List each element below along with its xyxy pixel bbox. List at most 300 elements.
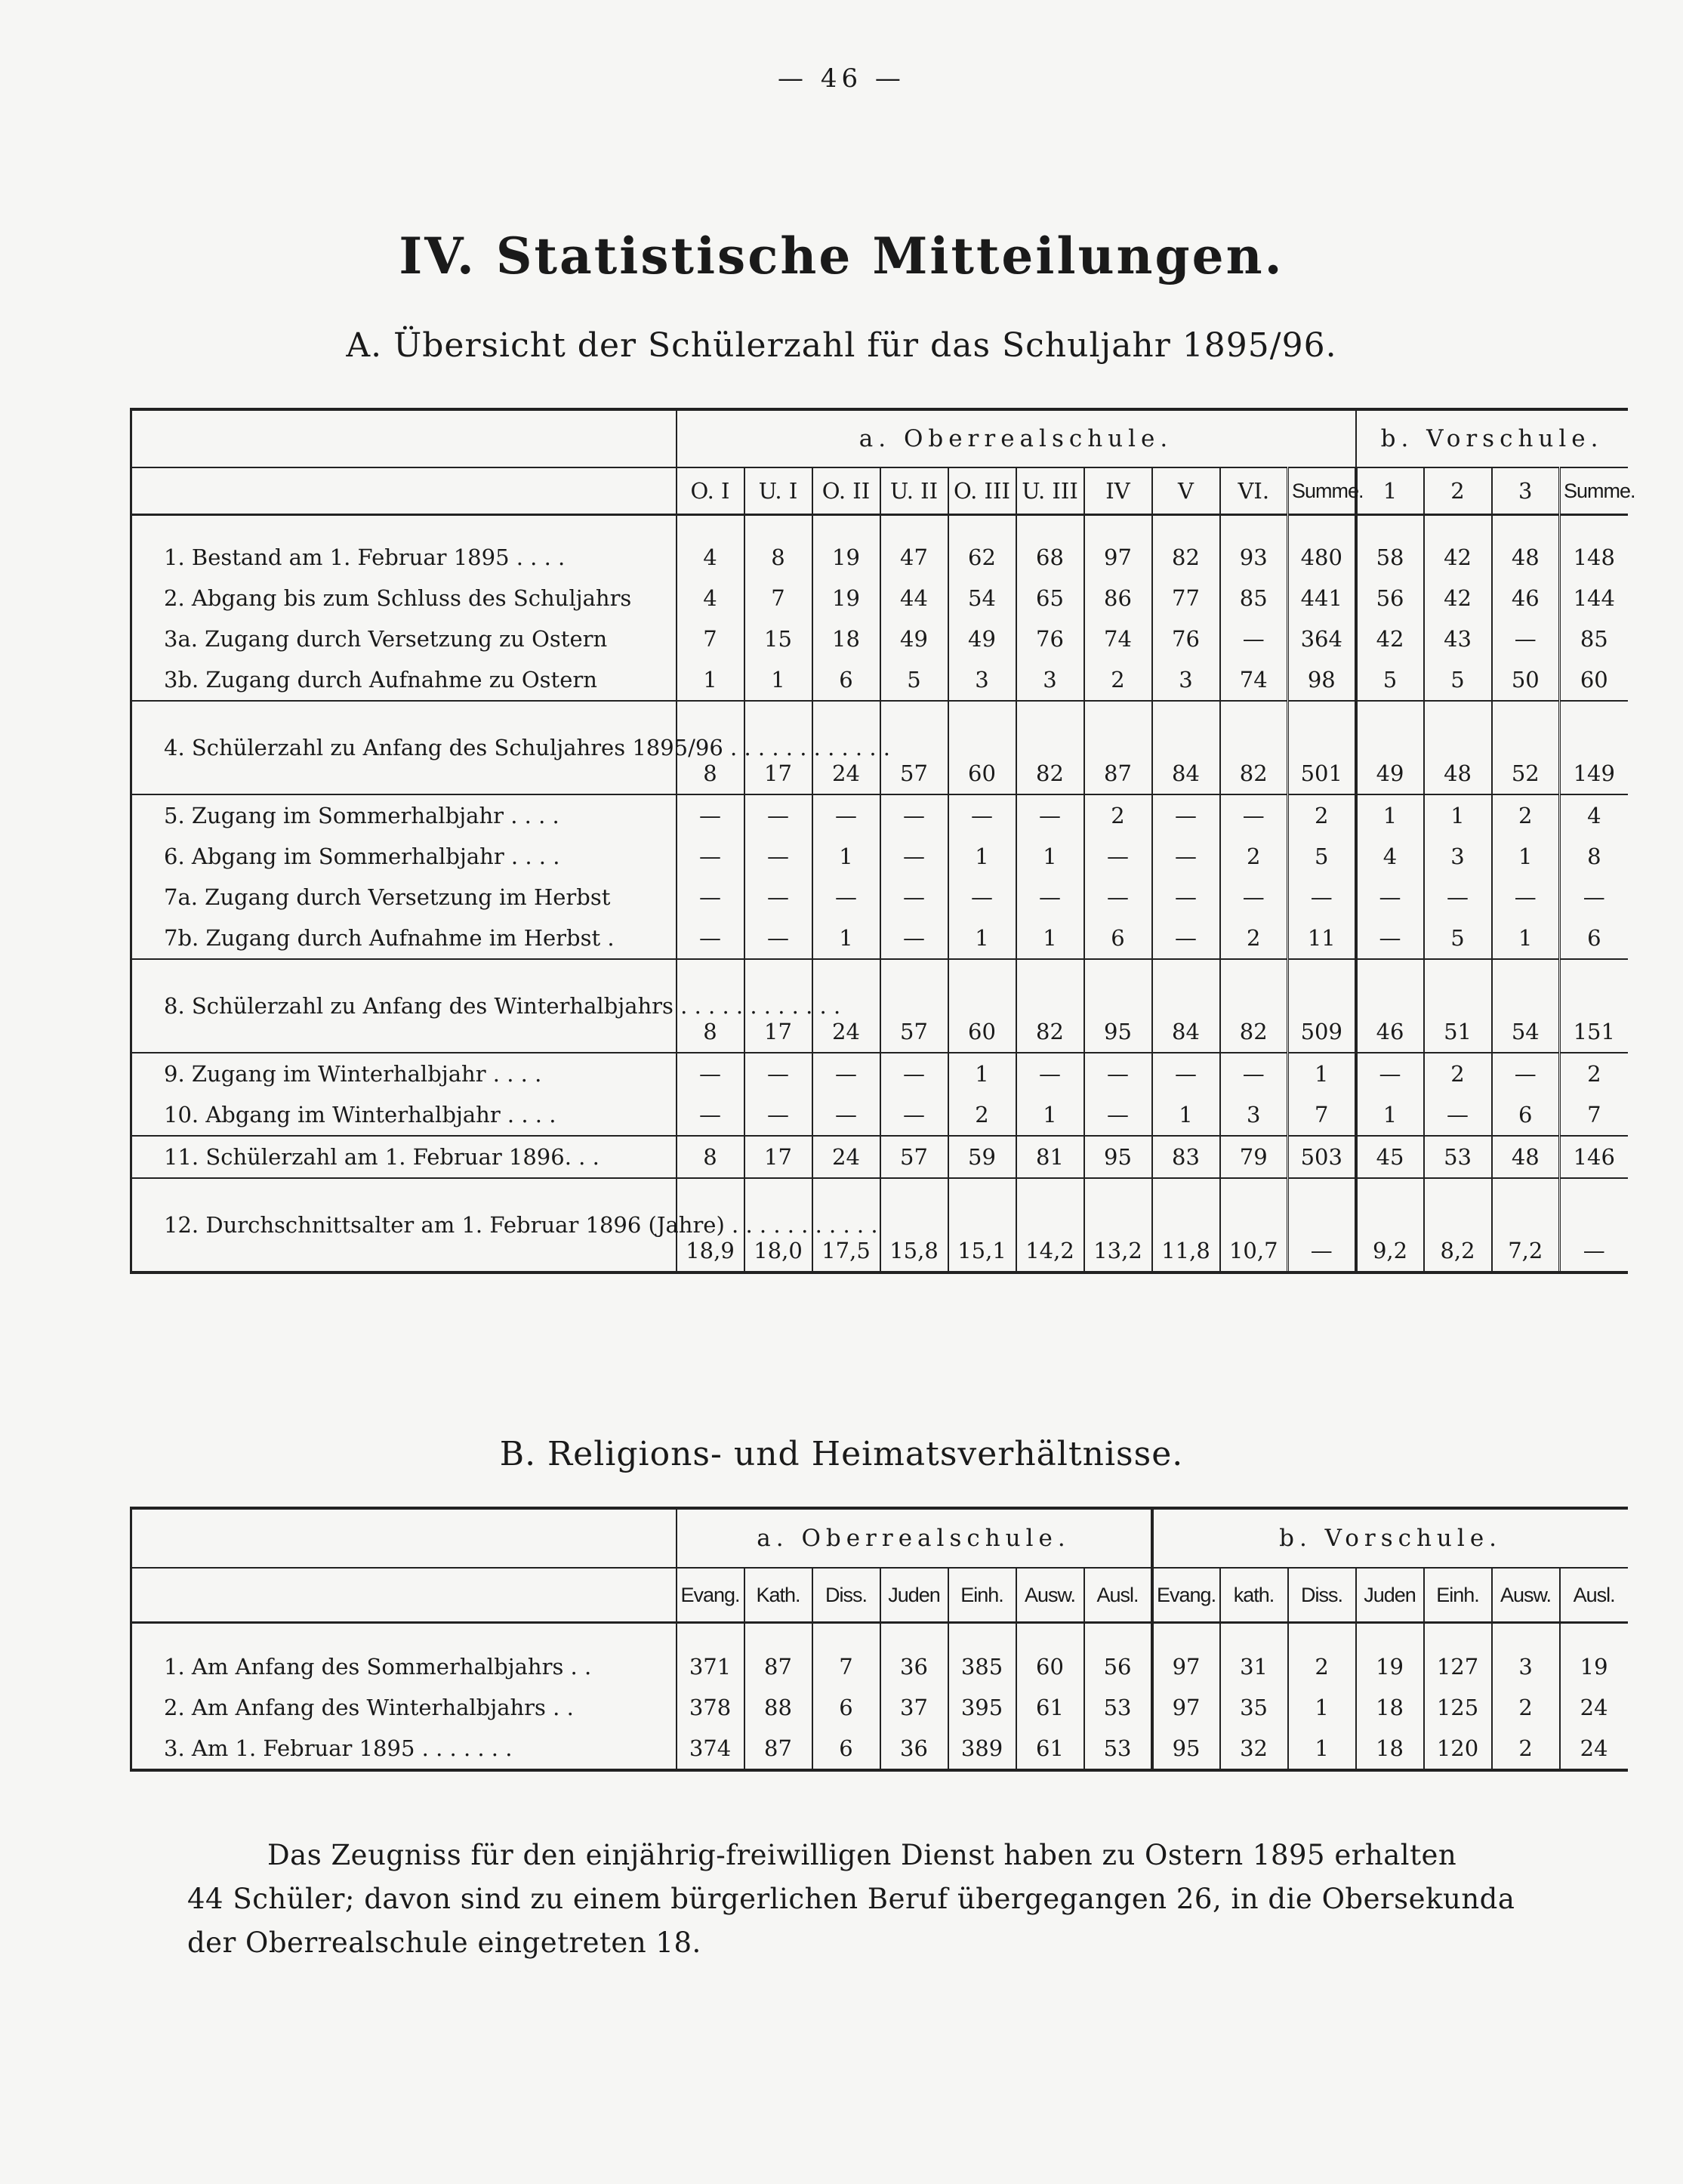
row-label: 8. Schülerzahl zu Anfang des Winterhalbjahrs . . . . . . . . . . . . — [131, 959, 677, 1053]
column-header: Ausw. — [1016, 1568, 1084, 1623]
spacer-cell — [1016, 515, 1084, 538]
table-cell: 36 — [880, 1728, 948, 1770]
table-cell: 1 — [1016, 836, 1084, 877]
table-cell: 3 — [948, 659, 1016, 701]
spacer-cell — [1152, 515, 1220, 538]
table-cell: 47 — [880, 537, 948, 578]
spacer-cell — [1356, 515, 1424, 538]
table-cell: 97 — [1152, 1687, 1220, 1728]
table-cell: 46 — [1356, 959, 1424, 1053]
table-cell: — — [1492, 1053, 1560, 1094]
spacer-cell — [1016, 1623, 1084, 1647]
table-cell: 6 — [1560, 918, 1628, 959]
spacer-cell — [1356, 1623, 1424, 1647]
column-header: 3 — [1492, 467, 1560, 515]
table-cell: — — [1152, 1053, 1220, 1094]
table-cell: 87 — [744, 1728, 812, 1770]
table-cell: — — [677, 1053, 744, 1094]
table-cell: 76 — [1152, 618, 1220, 659]
table-cell: 1 — [744, 659, 812, 701]
table-cell: 9,2 — [1356, 1178, 1424, 1272]
table-cell: 60 — [1560, 659, 1628, 701]
table-cell: — — [744, 918, 812, 959]
table-row — [131, 618, 1628, 659]
table-cell: 48 — [1492, 537, 1560, 578]
column-header: Summe. — [1288, 467, 1356, 515]
table-cell: 4 — [677, 537, 744, 578]
column-header: U. II — [880, 467, 948, 515]
row-label: 1. Am Anfang des Sommerhalbjahrs . . — [164, 1654, 592, 1680]
table-cell: 15,1 — [948, 1178, 1016, 1272]
table-cell: 1 — [812, 836, 880, 877]
table-cell: — — [812, 877, 880, 918]
table-row — [131, 959, 1628, 1053]
table-cell: 37 — [880, 1687, 948, 1728]
column-header: Ausl. — [1084, 1568, 1152, 1623]
table-cell: 24 — [812, 959, 880, 1053]
table-cell: 2 — [1220, 836, 1288, 877]
table-cell: 60 — [948, 959, 1016, 1053]
spacer-cell — [1152, 1623, 1220, 1647]
table-cell: 68 — [1016, 537, 1084, 578]
table-cell: 2 — [1288, 794, 1356, 836]
column-header: Einh. — [1424, 1568, 1492, 1623]
table-cell: 54 — [948, 578, 1016, 618]
table-cell: 2 — [1424, 1053, 1492, 1094]
spacer-cell — [812, 1623, 880, 1647]
row-label: 5. Zugang im Sommerhalbjahr . . . . — [131, 794, 677, 836]
table-row — [131, 836, 1628, 877]
table-cell: — — [1356, 918, 1424, 959]
group-oberrealschule: a. Oberrealschule. — [677, 409, 1356, 467]
table-cell: 57 — [880, 959, 948, 1053]
row-label: 9. Zugang im Winterhalbjahr . . . . — [131, 1053, 677, 1094]
table-cell: 82 — [1016, 959, 1084, 1053]
table-cell: 19 — [1356, 1646, 1424, 1687]
table-cell: 2 — [1288, 1646, 1356, 1687]
table-cell: 501 — [1288, 701, 1356, 794]
table-row — [131, 1646, 1628, 1687]
table-cell: 371 — [677, 1646, 744, 1687]
table-cell: 60 — [1016, 1646, 1084, 1687]
table-cell: 148 — [1560, 537, 1628, 578]
table-cell: — — [1016, 877, 1084, 918]
table-cell: 8 — [677, 959, 744, 1053]
table-cell: 11 — [1288, 918, 1356, 959]
table-cell: 83 — [1152, 1136, 1220, 1178]
table-cell: — — [744, 877, 812, 918]
table-row — [131, 918, 1628, 959]
table-cell: 2 — [1560, 1053, 1628, 1094]
table-cell: 87 — [1084, 701, 1152, 794]
spacer-cell — [1288, 515, 1356, 538]
table-row — [131, 1053, 1628, 1094]
table-cell: 15 — [744, 618, 812, 659]
column-header: Kath. — [744, 1568, 812, 1623]
table-cell: — — [812, 1094, 880, 1136]
table-cell: — — [1560, 877, 1628, 918]
section-b-heading: B. Religions- und Heimatsverhältnisse. — [499, 1435, 1184, 1473]
table-cell: 7 — [812, 1646, 880, 1687]
column-header: Juden — [1356, 1568, 1424, 1623]
table-row — [131, 537, 1628, 578]
table-cell: 395 — [948, 1687, 1016, 1728]
table-cell: 84 — [1152, 701, 1220, 794]
table-cell: 8 — [677, 701, 744, 794]
table-cell: — — [880, 794, 948, 836]
table-cell: 17 — [744, 1136, 812, 1178]
table-cell: 385 — [948, 1646, 1016, 1687]
table-cell: 14,2 — [1016, 1178, 1084, 1272]
table-cell: — — [1356, 1053, 1424, 1094]
table-cell: 50 — [1492, 659, 1560, 701]
table-cell: 95 — [1084, 1136, 1152, 1178]
table-cell: 1 — [1016, 1094, 1084, 1136]
table-row — [131, 1728, 1628, 1770]
religion-table — [130, 1507, 1628, 1772]
table-cell: 56 — [1356, 578, 1424, 618]
spacer-cell — [1424, 1623, 1492, 1647]
table-cell: 97 — [1152, 1646, 1220, 1687]
column-header: Ausw. — [1492, 1568, 1560, 1623]
table-cell: 151 — [1560, 959, 1628, 1053]
table-cell: 95 — [1152, 1728, 1220, 1770]
column-header: Summe. — [1560, 467, 1628, 515]
table-cell: — — [744, 794, 812, 836]
table-cell: 2 — [1492, 1687, 1560, 1728]
table-cell: 60 — [948, 701, 1016, 794]
page-title: IV. Statistische Mitteilungen. — [399, 227, 1284, 285]
table-cell: 61 — [1016, 1687, 1084, 1728]
table-cell: 120 — [1424, 1728, 1492, 1770]
spacer-cell — [812, 515, 880, 538]
table-cell: 364 — [1288, 618, 1356, 659]
table-cell: 49 — [880, 618, 948, 659]
table-cell: 4 — [1560, 794, 1628, 836]
table-cell: — — [812, 794, 880, 836]
table-cell: 2 — [948, 1094, 1016, 1136]
header-spacer — [131, 1508, 677, 1568]
table-cell: 31 — [1220, 1646, 1288, 1687]
column-header: O. III — [948, 467, 1016, 515]
table-cell: 18,0 — [744, 1178, 812, 1272]
table-cell: 82 — [1220, 959, 1288, 1053]
table-cell: 1 — [1152, 1094, 1220, 1136]
table-cell: 10,7 — [1220, 1178, 1288, 1272]
row-label: 3a. Zugang durch Versetzung zu Ostern — [164, 626, 608, 652]
student-count-table — [130, 408, 1635, 1274]
table-cell: 97 — [1084, 537, 1152, 578]
table-cell: 3 — [1424, 836, 1492, 877]
table-cell: 19 — [812, 537, 880, 578]
table-cell: 5 — [1356, 659, 1424, 701]
table-cell: 1 — [1288, 1053, 1356, 1094]
header-spacer — [131, 409, 677, 467]
group-vorschule: b. Vorschule. — [1152, 1508, 1628, 1568]
table-cell: — — [880, 918, 948, 959]
table-cell: 24 — [812, 701, 880, 794]
table-cell: 1 — [948, 836, 1016, 877]
table-cell: — — [880, 836, 948, 877]
table-row — [131, 794, 1628, 836]
table-cell: 5 — [1424, 659, 1492, 701]
table-cell: 46 — [1492, 578, 1560, 618]
table-cell: 18 — [1356, 1728, 1424, 1770]
table-cell: — — [812, 1053, 880, 1094]
table-cell: 36 — [880, 1646, 948, 1687]
row-label: 3b. Zugang durch Aufnahme zu Ostern — [164, 667, 597, 693]
table-cell: 1 — [948, 918, 1016, 959]
table-cell: — — [1288, 1178, 1356, 1272]
table-cell: 17 — [744, 959, 812, 1053]
row-label: 3. Am 1. Februar 1895 . . . . . . . — [164, 1735, 513, 1761]
column-header: O. II — [812, 467, 880, 515]
table-cell: 62 — [948, 537, 1016, 578]
table-cell: 1 — [1288, 1728, 1356, 1770]
table-cell: 5 — [1424, 918, 1492, 959]
table-cell: 374 — [677, 1728, 744, 1770]
table-cell: 24 — [812, 1136, 880, 1178]
table-cell: — — [744, 1094, 812, 1136]
spacer-cell — [1220, 1623, 1288, 1647]
table-cell: — — [1492, 877, 1560, 918]
table-cell: 98 — [1288, 659, 1356, 701]
table-cell: 1 — [1492, 918, 1560, 959]
table-cell: 54 — [1492, 959, 1560, 1053]
row-label: 4. Schülerzahl zu Anfang des Schuljahres 1895/96 . . . . . . . . . . . . — [131, 701, 677, 794]
table-cell: 6 — [812, 1728, 880, 1770]
column-header: kath. — [1220, 1568, 1288, 1623]
table-cell: 18 — [812, 618, 880, 659]
table-cell: 146 — [1560, 1136, 1628, 1178]
column-header: U. I — [744, 467, 812, 515]
column-header: 2 — [1424, 467, 1492, 515]
table-cell: 7 — [677, 618, 744, 659]
table-cell: 49 — [1356, 701, 1424, 794]
table-cell: 53 — [1424, 1136, 1492, 1178]
table-cell: 3 — [1016, 659, 1084, 701]
table-cell: 93 — [1220, 537, 1288, 578]
table-cell: — — [948, 877, 1016, 918]
table-cell: — — [1220, 618, 1288, 659]
table-cell: 7 — [1560, 1094, 1628, 1136]
table-cell: — — [677, 918, 744, 959]
column-header: IV — [1084, 467, 1152, 515]
spacer-cell — [677, 515, 744, 538]
table-cell: 2 — [1084, 794, 1152, 836]
spacer-cell — [744, 1623, 812, 1647]
table-cell: — — [1152, 836, 1220, 877]
table-cell: 49 — [948, 618, 1016, 659]
table-cell: 53 — [1084, 1728, 1152, 1770]
table-cell: 389 — [948, 1728, 1016, 1770]
spacer-cell — [1492, 515, 1560, 538]
column-header: Ausl. — [1560, 1568, 1628, 1623]
spacer-cell — [1220, 515, 1288, 538]
table-cell: 1 — [812, 918, 880, 959]
table-cell: — — [1016, 794, 1084, 836]
spacer-cell — [880, 515, 948, 538]
table-cell: 18 — [1356, 1687, 1424, 1728]
table-cell: 95 — [1084, 959, 1152, 1053]
table-cell: 17 — [744, 701, 812, 794]
table-cell: 1 — [1016, 918, 1084, 959]
table-cell: 15,8 — [880, 1178, 948, 1272]
table-row — [131, 578, 1628, 618]
table-cell: 44 — [880, 578, 948, 618]
table-cell: 1 — [948, 1053, 1016, 1094]
column-header: Einh. — [948, 1568, 1016, 1623]
table-cell: 84 — [1152, 959, 1220, 1053]
table-cell: 85 — [1220, 578, 1288, 618]
table-cell: — — [1152, 794, 1220, 836]
table-cell: 480 — [1288, 537, 1356, 578]
table-cell: 24 — [1560, 1728, 1628, 1770]
table-cell: — — [677, 836, 744, 877]
table-cell: 86 — [1084, 578, 1152, 618]
table-cell: — — [1084, 836, 1152, 877]
table-cell: — — [1492, 618, 1560, 659]
table-row — [131, 701, 1628, 794]
spacer-cell — [1288, 1623, 1356, 1647]
table-cell: — — [1084, 877, 1152, 918]
table-cell: 441 — [1288, 578, 1356, 618]
table-cell: — — [880, 1094, 948, 1136]
table-cell: 61 — [1016, 1728, 1084, 1770]
row-label: 12. Durchschnittsalter am 1. Februar 1896 (Jahre) . . . . . . . . . . . — [131, 1178, 677, 1272]
table-cell: 42 — [1356, 618, 1424, 659]
table-cell: — — [1084, 1094, 1152, 1136]
table-cell: 1 — [1424, 794, 1492, 836]
row-label: 1. Bestand am 1. Februar 1895 . . . . — [164, 544, 566, 570]
column-header: VI. — [1220, 467, 1288, 515]
group-oberrealschule: a. Oberrealschule. — [677, 1508, 1152, 1568]
page-number: — 46 — — [778, 63, 905, 94]
table-cell: 45 — [1356, 1136, 1424, 1178]
table-row — [131, 659, 1628, 701]
table-cell: 87 — [744, 1646, 812, 1687]
column-header: U. III — [1016, 467, 1084, 515]
table-cell: 5 — [880, 659, 948, 701]
table-cell: 2 — [1220, 918, 1288, 959]
column-header: Diss. — [1288, 1568, 1356, 1623]
table-cell: — — [880, 877, 948, 918]
table-cell: 3 — [1220, 1094, 1288, 1136]
paragraph-line: Das Zeugniss für den einjährig-freiwilligen Dienst haben zu Ostern 1895 erhalten — [267, 1839, 1457, 1871]
spacer-cell — [948, 1623, 1016, 1647]
table-cell: 7 — [1288, 1094, 1356, 1136]
closing-paragraph — [187, 1834, 1560, 1965]
table-cell: 11,8 — [1152, 1178, 1220, 1272]
row-label: 6. Abgang im Sommerhalbjahr . . . . — [164, 844, 560, 869]
table-row — [131, 1094, 1628, 1136]
table-cell: — — [1220, 1053, 1288, 1094]
table-cell: 85 — [1560, 618, 1628, 659]
header-spacer — [131, 467, 677, 515]
spacer-cell — [131, 515, 677, 538]
table-cell: 57 — [880, 701, 948, 794]
spacer-cell — [677, 1623, 744, 1647]
spacer-cell — [131, 1623, 677, 1647]
table-cell: 2 — [1492, 1728, 1560, 1770]
spacer-cell — [1492, 1623, 1560, 1647]
table-cell: 58 — [1356, 537, 1424, 578]
table-cell: 76 — [1016, 618, 1084, 659]
table-cell: 6 — [812, 1687, 880, 1728]
table-cell: — — [1288, 877, 1356, 918]
table-cell: 503 — [1288, 1136, 1356, 1178]
table-cell: 6 — [812, 659, 880, 701]
row-label: 7b. Zugang durch Aufnahme im Herbst . — [164, 925, 615, 951]
table-cell: 82 — [1016, 701, 1084, 794]
table-cell: 1 — [1492, 836, 1560, 877]
table-row — [131, 1687, 1628, 1728]
row-label: 11. Schülerzahl am 1. Februar 1896. . . — [131, 1136, 677, 1178]
table-cell: 48 — [1492, 1136, 1560, 1178]
table-cell: 56 — [1084, 1646, 1152, 1687]
table-cell: 149 — [1560, 701, 1628, 794]
column-header: Evang. — [677, 1568, 744, 1623]
table-cell: 42 — [1424, 578, 1492, 618]
table-cell: — — [1424, 877, 1492, 918]
table-cell: 81 — [1016, 1136, 1084, 1178]
table-cell: 125 — [1424, 1687, 1492, 1728]
table-cell: — — [1220, 794, 1288, 836]
table-cell: 51 — [1424, 959, 1492, 1053]
table-cell: 1 — [1356, 1094, 1424, 1136]
table-cell: 144 — [1560, 578, 1628, 618]
table-cell: 53 — [1084, 1687, 1152, 1728]
table-row — [131, 1178, 1628, 1272]
table-row — [131, 1136, 1628, 1178]
table-cell: 74 — [1084, 618, 1152, 659]
spacer-cell — [1560, 1623, 1628, 1647]
table-cell: 79 — [1220, 1136, 1288, 1178]
table-cell: 48 — [1424, 701, 1492, 794]
table-cell: 3 — [1492, 1646, 1560, 1687]
paragraph-line: 44 Schüler; davon sind zu einem bürgerlichen Beruf übergegangen 26, in die Obersekunda — [187, 1883, 1515, 1915]
spacer-cell — [1560, 515, 1628, 538]
table-cell: — — [1424, 1094, 1492, 1136]
table-cell: 7,2 — [1492, 1178, 1560, 1272]
spacer-cell — [948, 515, 1016, 538]
table-cell: 17,5 — [812, 1178, 880, 1272]
table-cell: 82 — [1220, 701, 1288, 794]
header-spacer — [131, 1568, 677, 1623]
table-cell: 6 — [1084, 918, 1152, 959]
table-cell: 127 — [1424, 1646, 1492, 1687]
row-label: 10. Abgang im Winterhalbjahr . . . . — [164, 1102, 556, 1127]
column-header: O. I — [677, 467, 744, 515]
table-cell: — — [1016, 1053, 1084, 1094]
spacer-cell — [1084, 515, 1152, 538]
column-header: Evang. — [1152, 1568, 1220, 1623]
table-cell: 24 — [1560, 1687, 1628, 1728]
table-cell: — — [1356, 877, 1424, 918]
spacer-cell — [880, 1623, 948, 1647]
table-cell: 4 — [677, 578, 744, 618]
table-row — [131, 877, 1628, 918]
row-label: 2. Abgang bis zum Schluss des Schuljahrs — [164, 585, 632, 611]
paragraph-line: der Oberrealschule eingetreten 18. — [187, 1926, 701, 1959]
table-cell: 8 — [677, 1136, 744, 1178]
table-cell: — — [880, 1053, 948, 1094]
table-cell: 19 — [812, 578, 880, 618]
table-cell: 5 — [1288, 836, 1356, 877]
table-cell: 35 — [1220, 1687, 1288, 1728]
table-cell: 4 — [1356, 836, 1424, 877]
table-cell: 74 — [1220, 659, 1288, 701]
